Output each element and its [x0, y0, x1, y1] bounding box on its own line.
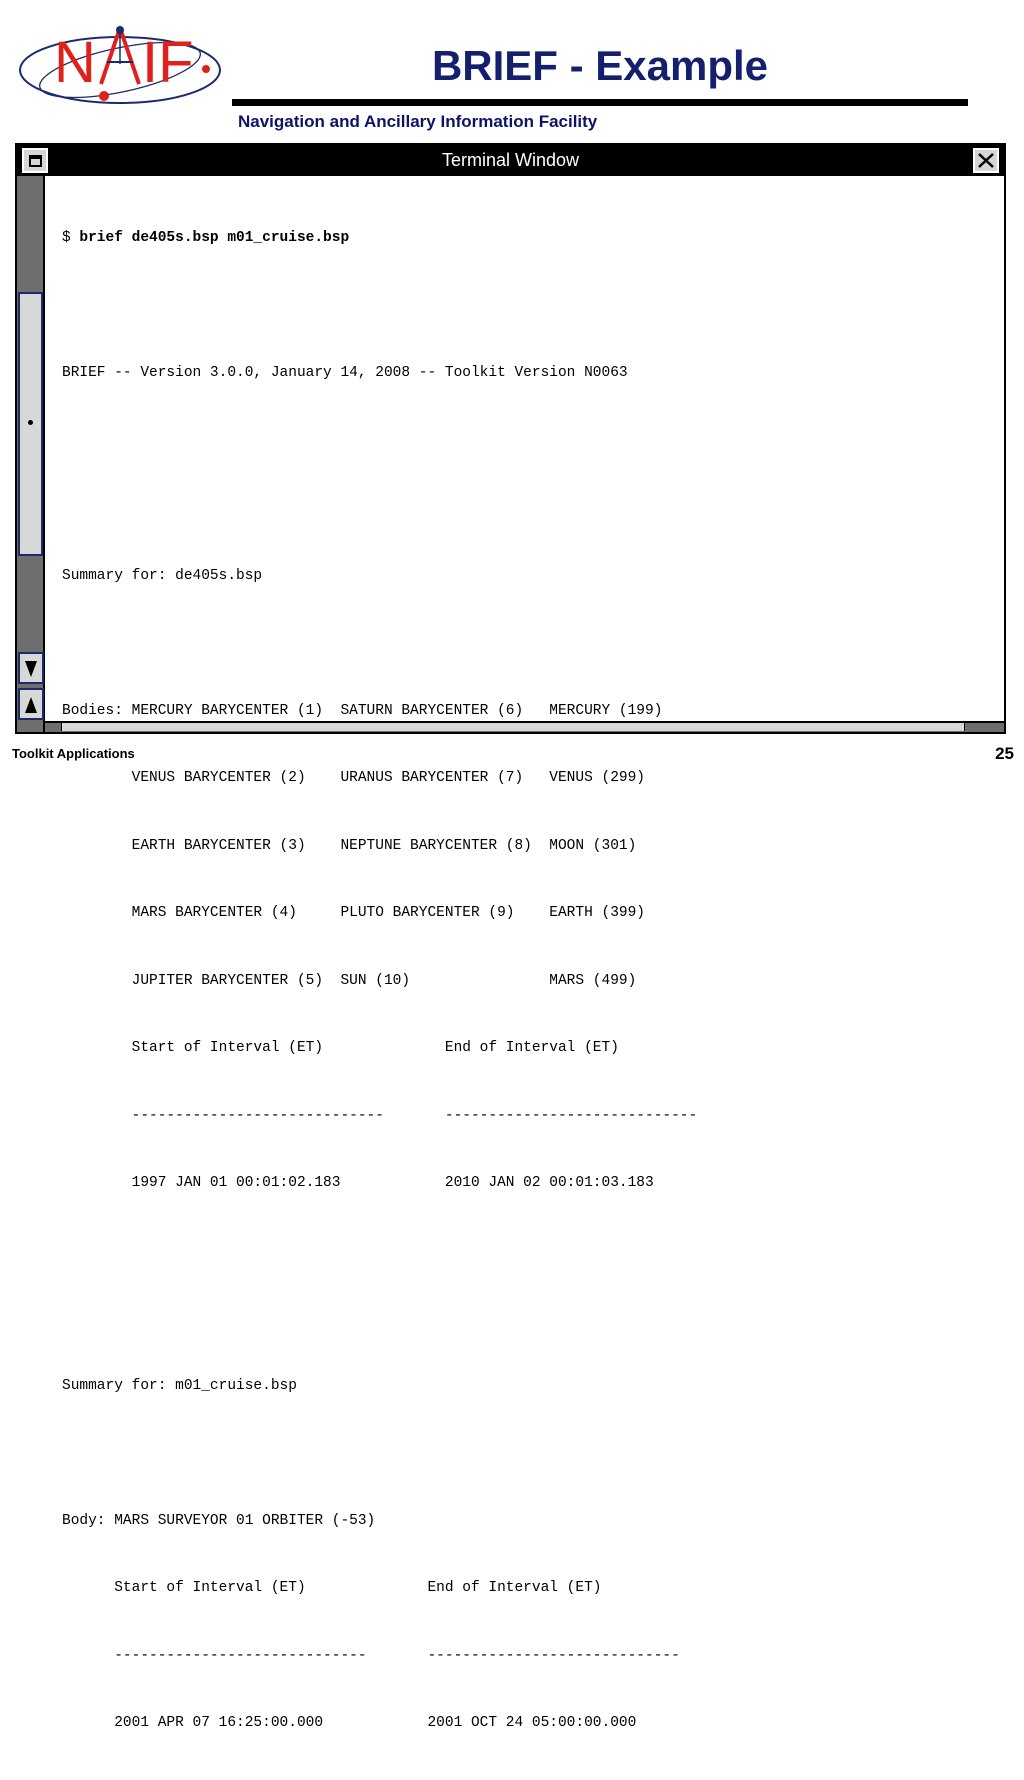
scroll-down-button[interactable] — [18, 652, 44, 684]
page-number: 25 — [995, 744, 1014, 763]
terminal-title: Terminal Window — [441, 150, 580, 170]
arrow-down-icon — [24, 660, 38, 678]
arrow-up-icon — [24, 696, 38, 714]
close-button[interactable] — [973, 148, 999, 173]
terminal-output[interactable] — [62, 182, 992, 1780]
scroll-thumb[interactable] — [18, 292, 43, 556]
footer-section-name: Toolkit Applications — [12, 746, 135, 761]
output-line: Bodies: MERCURY BARYCENTER (1) SATURN BARYCENTER (6) MERCURY (199) — [62, 702, 663, 719]
output-line: VENUS BARYCENTER (2) URANUS BARYCENTER (7) VENUS (299) — [62, 770, 645, 786]
svg-text:N: N — [54, 30, 96, 95]
scroll-up-button[interactable] — [18, 688, 44, 720]
naif-logo — [16, 24, 228, 106]
output-line: Start of Interval (ET) End of Interval (ET) — [62, 1580, 602, 1596]
slide-subtitle: Navigation and Ancillary Information Facility — [238, 112, 598, 131]
output-line — [62, 1442, 992, 1465]
output-line: 1997 JAN 01 00:01:02.183 2010 JAN 02 00:01:03.183 — [62, 1175, 654, 1191]
output-line — [62, 430, 992, 453]
output-line — [62, 295, 992, 318]
output-line — [62, 1307, 992, 1330]
scroll-grip-icon — [28, 420, 33, 425]
command-line — [62, 227, 992, 250]
output-line — [62, 632, 992, 655]
command-text: brief de405s.bsp m01_cruise.bsp — [79, 230, 350, 246]
terminal-titlebar[interactable] — [17, 145, 1004, 176]
output-line: ----------------------------- ----------------------------- — [62, 1647, 680, 1664]
output-line: BRIEF -- Version 3.0.0, January 14, 2008 -- Toolkit Version N0063 — [62, 365, 628, 381]
output-line: Summary for: de405s.bsp — [62, 567, 263, 584]
output-line: JUPITER BARYCENTER (5) SUN (10) MARS (499) — [62, 972, 637, 989]
output-line: Start of Interval (ET) End of Interval (ET) — [62, 1040, 619, 1056]
vertical-scrollbar[interactable] — [17, 176, 45, 732]
output-line — [62, 1240, 992, 1263]
svg-text:IF: IF — [142, 30, 194, 95]
output-line: EARTH BARYCENTER (3) NEPTUNE BARYCENTER (8) MOON (301) — [62, 837, 637, 854]
shell-prompt: $ — [62, 230, 80, 246]
output-line: Summary for: m01_cruise.bsp — [62, 1377, 297, 1394]
close-icon — [977, 152, 995, 169]
output-line: 2001 APR 07 16:25:00.000 2001 OCT 24 05:00:00.000 — [62, 1715, 637, 1731]
output-line — [62, 497, 992, 520]
output-line: ----------------------------- ----------------------------- — [62, 1107, 698, 1124]
output-line: Body: MARS SURVEYOR 01 ORBITER (-53) — [62, 1512, 376, 1529]
title-rule — [232, 99, 968, 106]
window-menu-button[interactable] — [22, 148, 48, 173]
slide-title: BRIEF - Example — [431, 42, 769, 89]
window-menu-icon — [29, 155, 42, 167]
output-line: MARS BARYCENTER (4) PLUTO BARYCENTER (9) EARTH (399) — [62, 905, 645, 921]
